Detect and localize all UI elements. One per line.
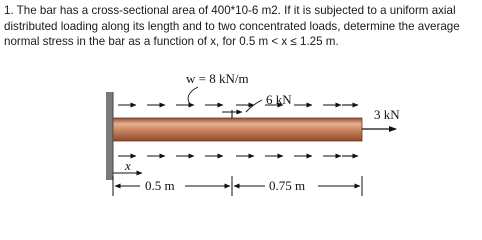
problem-line-2: distributed loading along its length and to two concentrated loads, determine the average [4, 19, 460, 33]
point-load-6kn-leader [246, 100, 262, 112]
problem-line-3: normal stress in the bar as a function of x, for 0.5 m < x ≤ 1.25 m. [4, 35, 339, 48]
problem-line-1: 1. The bar has a cross-sectional area of 400*10-6 m2. If it is subjected to a uniform axial [4, 4, 456, 17]
point-load-6kn-label: 6 kN [266, 92, 292, 107]
point-load-3kn-label: 3 kN [374, 107, 400, 122]
dim-right-label: 0.75 m [269, 178, 306, 193]
x-label: x [125, 158, 131, 173]
distributed-load-leader [188, 87, 198, 104]
bar [113, 118, 362, 141]
distributed-load-label: w = 8 kN/m [186, 71, 249, 86]
fixed-wall [106, 92, 113, 180]
dim-left-label: 0.5 m [145, 178, 175, 193]
